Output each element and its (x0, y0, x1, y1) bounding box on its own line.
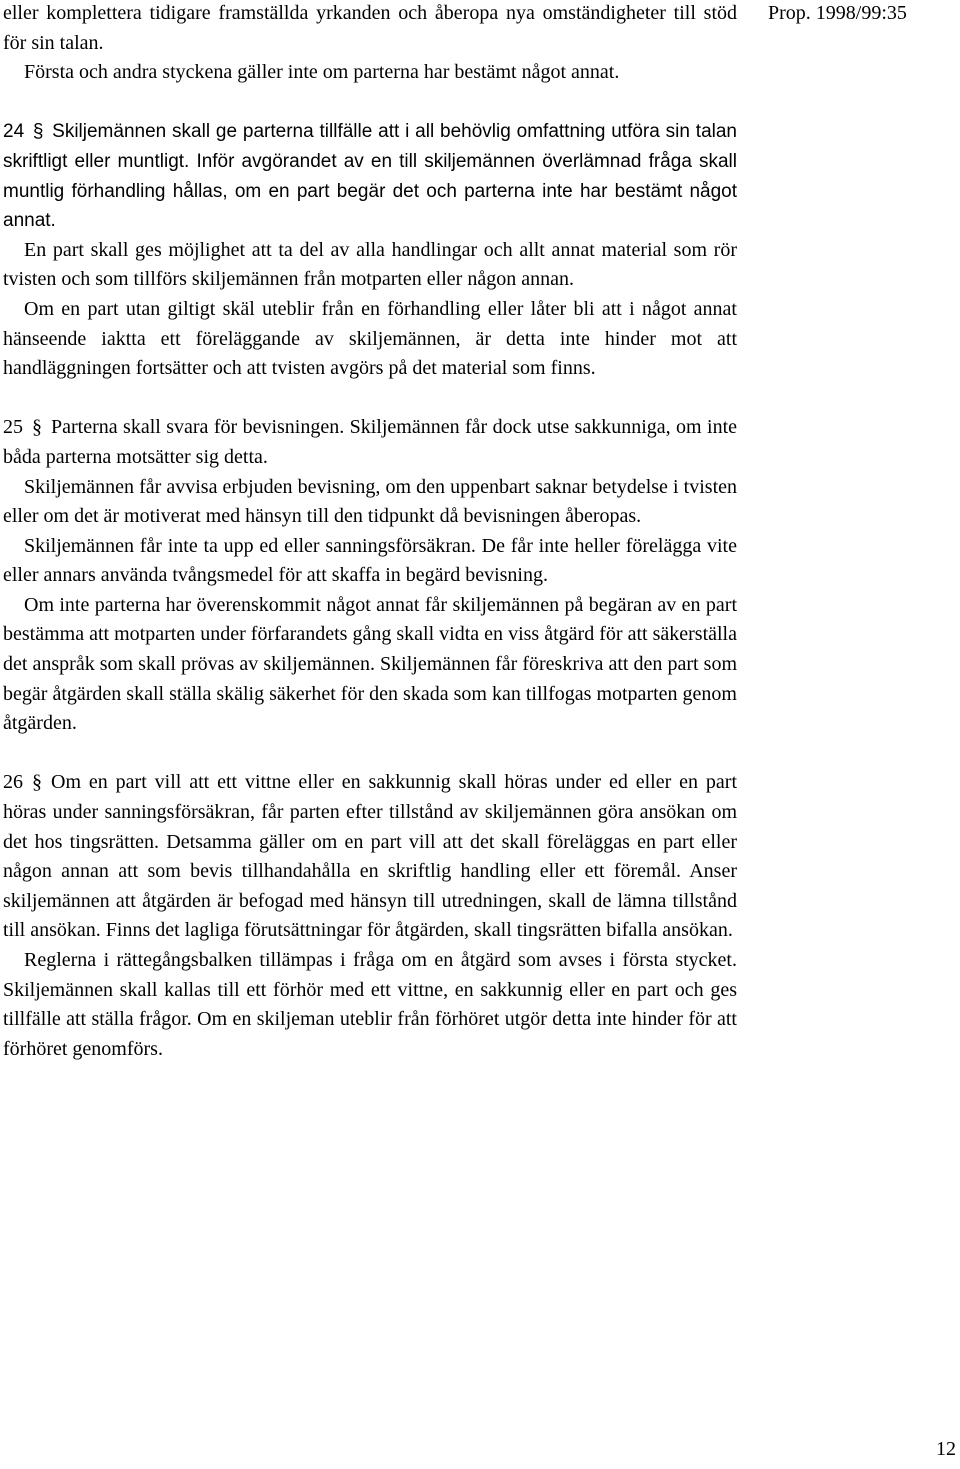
section-26-text: Om en part vill att ett vittne eller en sakkunnig skall höras under ed eller en part höras under sanningsförsäkran, får parten efter tillstånd av skiljemännen göra ansökan om det hos tingsrätten. Detsamma gäller om en part vill att det skall föreläggas en part eller någon annan att som bevis tillhandahålla en skriftlig handling eller ett föremål. Anser skiljemännen att åtgärden är befogad med hänsyn till utredningen, skall de lämna tillstånd till ansökan. Finns det lagliga förutsättningar för åtgärden, skall tingsrätten bifalla ansökan. (3, 771, 737, 942)
section-sign: § (32, 771, 42, 794)
section-25-paragraph-1 (3, 413, 737, 472)
section-25-paragraph-2: Skiljemännen får avvisa erbjuden bevisning, om den uppenbart saknar betydelse i tvisten eller om det är motiverat med hänsyn till den tidpunkt då bevisningen åberopas. (3, 475, 737, 528)
section-26-paragraph-2: Reglerna i rättegångsbalken tillämpas i fråga om en åtgärd som avses i första stycket. Skiljemännen skall kallas till ett förhör med ett vittne, en sakkunnig eller en part och ges tillfälle att ställa frågor. Om en skiljeman uteblir från förhöret utgör detta inte hinder för att förhöret genomförs. (3, 949, 737, 1060)
section-number: 25 (3, 416, 23, 439)
section-gap (3, 384, 737, 414)
section-24-sentence-1: Skiljemännen skall ge parterna tillfälle att i all behövlig omfattning utföra sin talan skriftligt eller muntligt. (3, 121, 737, 172)
section-24-paragraph-2: En part skall ges möjlighet att ta del av alla handlingar och allt annat material som rör tvisten och som tillförs skiljemännen från motparten eller någon annan. (3, 238, 737, 291)
paragraph-continuation: eller komplettera tidigare framställda yrkanden och åberopa nya omständigheter till stöd för sin talan. (3, 2, 737, 54)
section-24-paragraph-1 (3, 117, 737, 235)
section-25-paragraph-4: Om inte parterna har överenskommit något annat får skiljemännen på begäran av en part bestämma att motparten under förfarandets gång skall vidta en viss åtgärd för att säkerställa det anspråk som skall prövas av skiljemännen. Skiljemännen får föreskriva att den part som begär åtgärden skall ställa skälig säkerhet för den skada som kan tillfogas motparten genom åtgärden. (3, 593, 737, 735)
document-body (3, 0, 737, 1064)
section-sign: § (32, 416, 42, 439)
paragraph: Första och andra styckena gäller inte om parterna har bestämt något annat. (24, 61, 620, 84)
section-gap (3, 739, 737, 769)
section-25-paragraph-3: Skiljemännen får inte ta upp ed eller sanningsförsäkran. De får inte heller förelägga vite eller annars använda tvångsmedel för att skaffa in begärd bevisning. (3, 534, 737, 587)
section-24-paragraph-3: Om en part utan giltigt skäl uteblir från en förhandling eller låter bli att i något annat hänseende iaktta ett föreläggande av skiljemännen, är detta inte hinder mot att handläggningen fortsätter och att tvisten avgörs på det material som finns. (3, 297, 737, 380)
section-sign: § (32, 121, 44, 143)
section-number: 26 (3, 771, 23, 794)
section-25-text: Parterna skall svara för bevisningen. Skiljemännen får dock utse sakkunniga, om inte båda parterna motsätter sig detta. (3, 416, 737, 468)
section-number: 24 (3, 121, 25, 143)
section-gap (3, 88, 737, 118)
page-number: 12 (936, 1438, 956, 1460)
section-24-sentence-2: Inför avgörandet av en till skiljemännen överlämnad fråga skall muntlig förhandling hållas, om en part begär det och parterna inte har bestämt något annat. (3, 150, 738, 232)
section-26-paragraph-1 (3, 768, 737, 946)
proposition-reference: Prop. 1998/99:35 (768, 2, 907, 24)
